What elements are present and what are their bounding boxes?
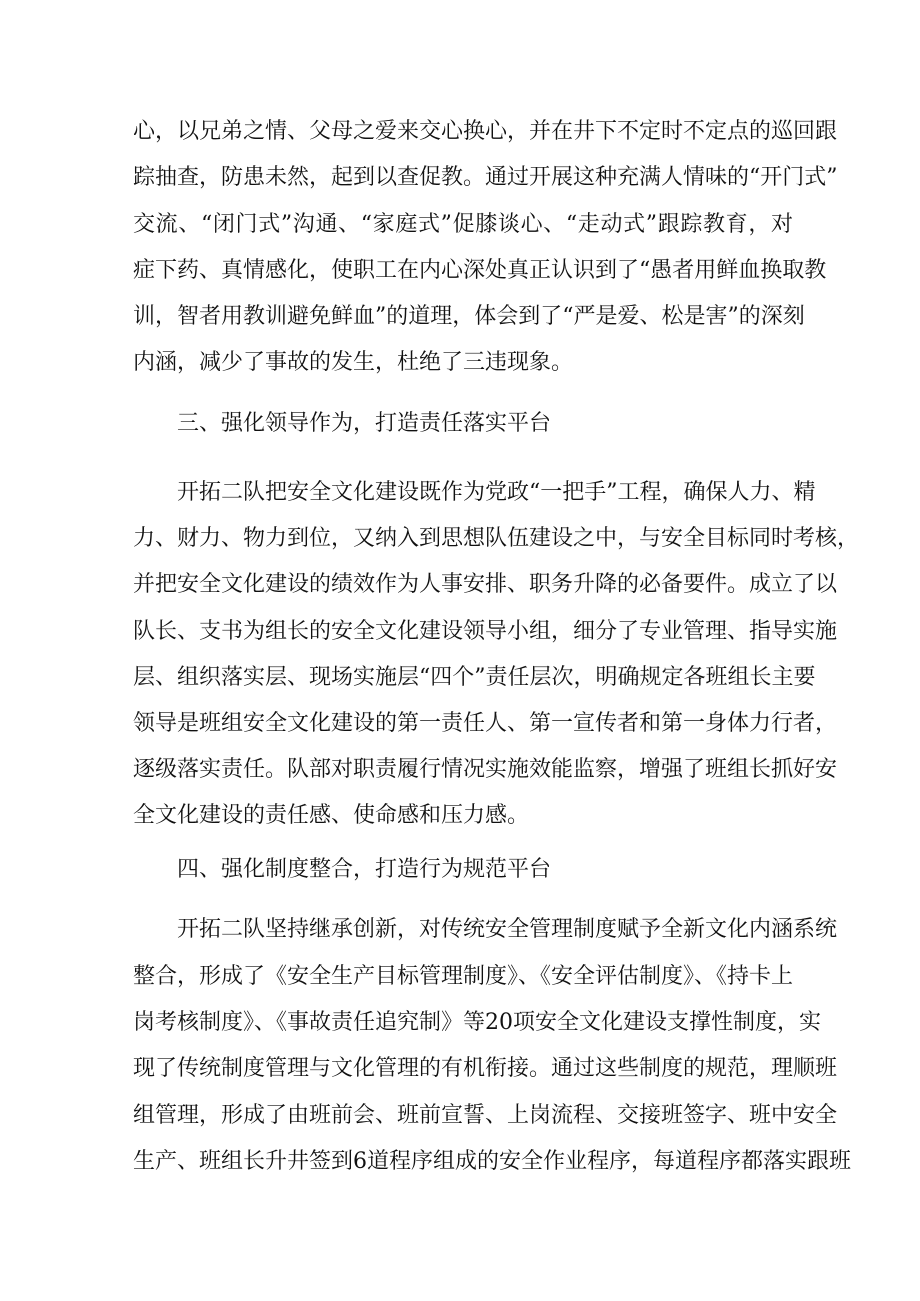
section-heading-4: 四、强化制度整合，打造行为规范平台	[177, 857, 552, 882]
paragraph-line: 领导是班组安全文化建设的第一责任人、第一宣传者和第一身体力行者，	[133, 711, 838, 736]
paragraph-line: 整合，形成了《安全生产目标管理制度》、《安全评估制度》、《持卡上	[133, 964, 794, 989]
paragraph-line: 心，以兄弟之情、父母之爱来交心换心，并在井下不定时不定点的巡回跟	[133, 119, 838, 144]
paragraph-line: 逐级落实责任。队部对职责履行情况实施效能监察，增强了班组长抓好安	[133, 757, 838, 782]
section-heading-3: 三、强化领导作为，打造责任落实平台	[177, 411, 552, 436]
paragraph-line: 内涵，减少了事故的发生，杜绝了三违现象。	[133, 350, 574, 375]
paragraph-line: 踪抽查，防患未然，起到以查促教。通过开展这种充满人情味的“开门式”	[133, 165, 838, 190]
paragraph-line: 岗考核制度》、《事故责任追究制》等20项安全文化建设支撑性制度，实	[133, 1010, 821, 1035]
paragraph-line: 开拓二队把安全文化建设既作为党政“一把手”工程，确保人力、精	[177, 480, 816, 505]
paragraph-line: 力、财力、物力到位，又纳入到思想队伍建设之中，与安全目标同时考核，	[133, 526, 860, 551]
paragraph-line: 层、组织落实层、现场实施层“四个”责任层次，明确规定各班组长主要	[133, 665, 816, 690]
paragraph-line: 症下药、真情感化，使职工在内心深处真正认识到了“愚者用鲜血换取教	[133, 258, 827, 283]
paragraph-line: 组管理，形成了由班前会、班前宣誓、上岗流程、交接班签字、班中安全	[133, 1103, 838, 1128]
paragraph-line: 交流、“闭门式”沟通、“家庭式”促膝谈心、“走动式”跟踪教育，对	[133, 212, 794, 237]
paragraph-line: 现了传统制度管理与文化管理的有机衔接。通过这些制度的规范，理顺班	[133, 1056, 838, 1081]
paragraph-line: 全文化建设的责任感、使命感和压力感。	[133, 803, 530, 828]
paragraph-line: 生产、班组长升井签到6道程序组成的安全作业程序，每道程序都落实跟班	[133, 1149, 851, 1174]
paragraph-line: 并把安全文化建设的绩效作为人事安排、职务升降的必备要件。成立了以	[133, 572, 838, 597]
paragraph-line: 训，智者用教训避免鲜血”的道理，体会到了“严是爱、松是害”的深刻	[133, 304, 805, 329]
paragraph-line: 队长、支书为组长的安全文化建设领导小组，细分了专业管理、指导实施	[133, 619, 838, 644]
paragraph-line: 开拓二队坚持继承创新，对传统安全管理制度赋予全新文化内涵系统	[177, 917, 838, 942]
